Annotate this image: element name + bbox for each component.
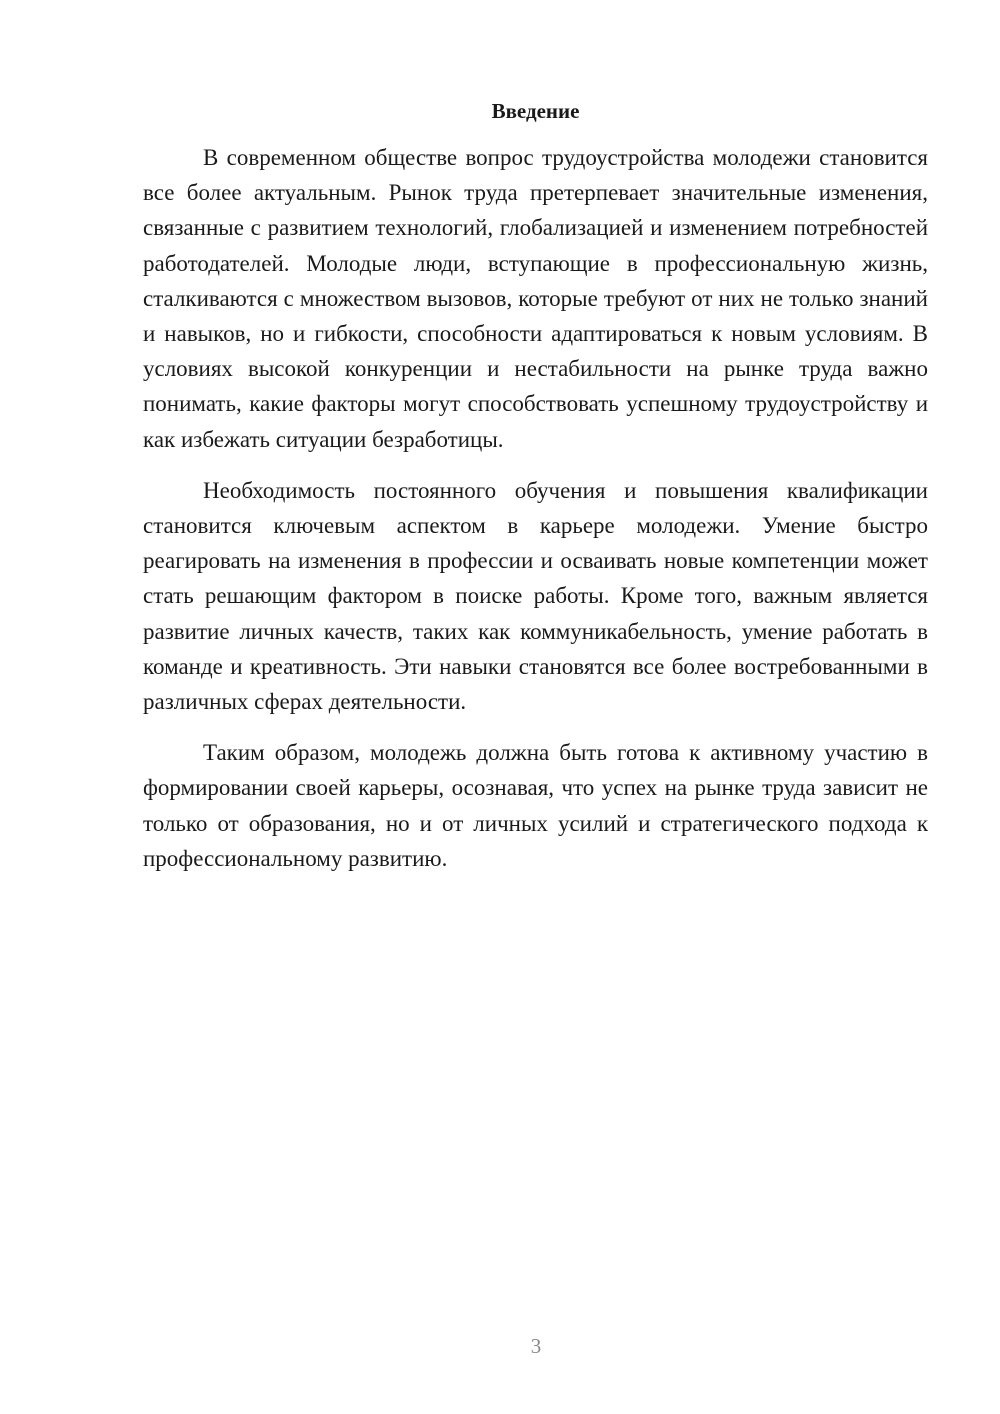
section-title: Введение xyxy=(491,99,580,123)
page-number: 3 xyxy=(530,1334,542,1358)
paragraph-3: Таким образом, молодежь должна быть готова к активному участию в формировании своей карьеры, осознавая, что успех на рынке труда зависит не только от образования, но и от личных усилий и стратегического подхода к профессиональному развитию. xyxy=(143,740,928,871)
document-body xyxy=(143,96,928,892)
paragraph-1: В современном обществе вопрос трудоустройства молодежи становится все более актуальным. Рынок труда претерпевает значительные изменения, связанные с развитием технологий, глобализацией и изменением потребностей работодателей. Молодые люди, вступающие в профессиональную жизнь, сталкиваются с множеством вызовов, которые требуют от них не только знаний и навыков, но и гибкости, способности адаптироваться к новым условиям. В условиях высокой конкуренции и нестабильности на рынке труда важно понимать, какие факторы могут способствовать успешному трудоустройству и как избежать ситуации безработицы. xyxy=(143,145,928,452)
paragraph-2: Необходимость постоянного обучения и повышения квалификации становится ключевым аспектом в карьере молодежи. Умение быстро реагировать на изменения в профессии и осваивать новые компетенции может стать решающим фактором в поиске работы. Кроме того, важным является развитие личных качеств, таких как коммуникабельность, умение работать в команде и креативность. Эти навыки становятся все более востребованными в различных сферах деятельности. xyxy=(143,477,928,715)
